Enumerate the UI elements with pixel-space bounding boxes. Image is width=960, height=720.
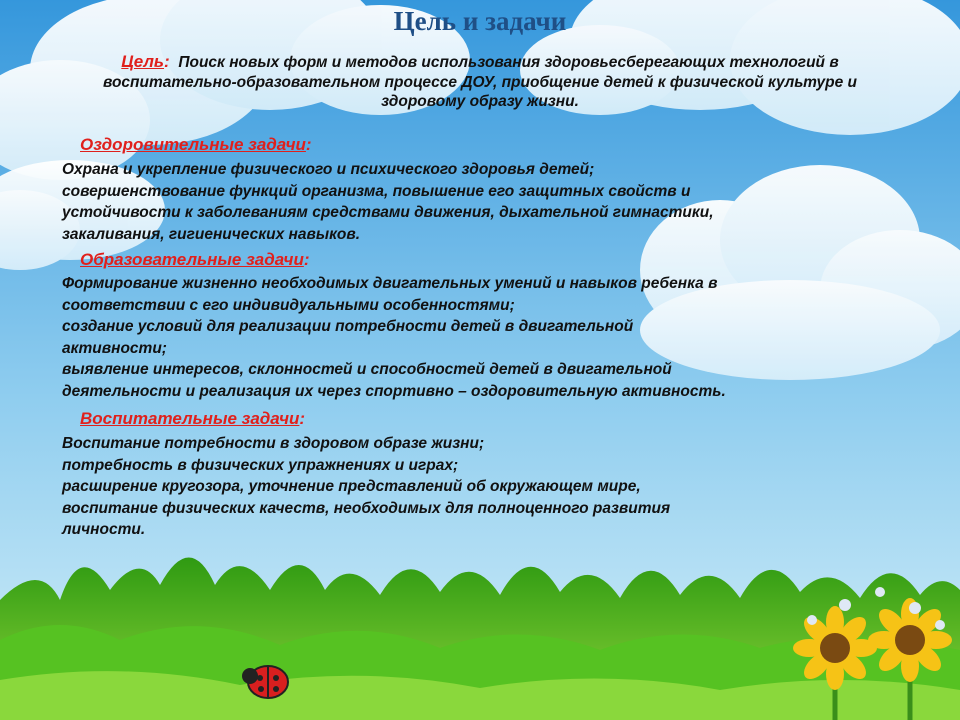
list-item: активности; — [62, 339, 167, 357]
list-item: совершенствование функций организма, повышение его защитных свойств и — [62, 182, 691, 200]
section-heading-upbringing: Воспитательные задачи: — [80, 409, 306, 428]
section-body-education — [62, 273, 892, 402]
list-item: Формирование жизненно необходимых двигательных умений и навыков ребенка в — [62, 275, 718, 292]
goal-text: Поиск новых форм и методов использования здоровьесберегающих технологий в воспитательно-образовательном процессе ДОУ, приобщение детей к физической культуре и здоровому образу жизни. — [102, 54, 857, 110]
list-item: деятельности и реализация их через спортивно – оздоровительную активность. — [62, 382, 726, 400]
section-heading-health: Оздоровительные задачи: — [80, 135, 312, 154]
list-item: потребность в физических упражнениях и играх; — [62, 456, 459, 474]
list-item: воспитание физических качеств, необходимых для полноценного развития — [62, 499, 671, 517]
goal-paragraph: Цель: Поиск новых форм и методов использования здоровьесберегающих технологий в воспитательно-образовательном процессе ДОУ, приобщение детей к физической культуре и здоровому образу жизни. — [102, 52, 857, 110]
section-body-upbringing — [62, 433, 892, 541]
section-body-health — [62, 159, 892, 245]
list-item: расширение кругозора, уточнение представлений об окружающем мире, — [62, 478, 641, 495]
page-title: Цель и задачи — [393, 6, 567, 36]
section-heading-education: Образовательные задачи: — [80, 250, 310, 269]
list-item: закаливания, гигиенических навыков. — [62, 225, 361, 243]
list-item: Охрана и укрепление физического и психического здоровья детей; — [62, 161, 595, 178]
list-item: Воспитание потребности в здоровом образе жизни; — [62, 435, 485, 452]
list-item: создание условий для реализации потребности детей в двигательной — [62, 318, 634, 335]
list-item: личности. — [62, 521, 146, 538]
goal-label: Цель — [121, 52, 165, 71]
list-item: выявление интересов, склонностей и способностей детей в двигательной — [62, 361, 672, 378]
list-item: устойчивости к заболеваниям средствами движения, дыхательной гимнастики, — [62, 204, 714, 221]
list-item: соответствии с его индивидуальными особенностями; — [62, 296, 515, 314]
